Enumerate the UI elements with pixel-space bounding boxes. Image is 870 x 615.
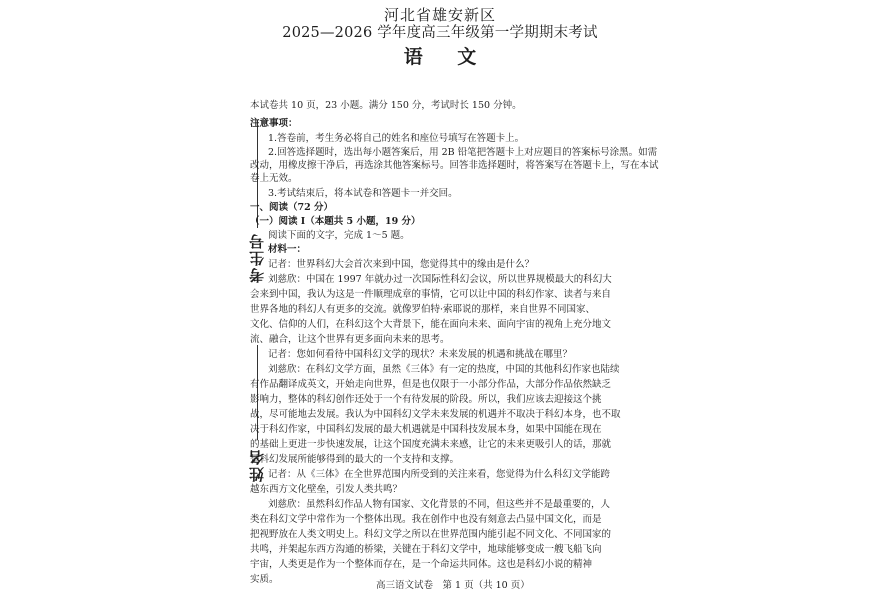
passage-line: 世界各地的科幻人有更多的交流。就像罗伯特·索耶说的那样，来自世界不同国家、: [250, 304, 596, 315]
subsection-title: （一）阅读 I（本题共 5 小题，19 分）: [250, 216, 421, 227]
passage-line: 是科幻发展所能够得到的最大的一个支持和支撑。: [250, 454, 460, 465]
notes-item: 改动，用橡皮擦干净后，再选涂其他答案标号。回答非选择题时，将答案写在答题卡上，写在本试: [250, 160, 659, 171]
passage-line: 决于科幻作家，中国科幻发展的最大机遇就是中国科技发展本身，如果中国能在现在: [250, 424, 602, 435]
passage-line: 影响力，整体的科幻创作还处于一个有待发展的阶段。所以，我们应该去迎接这个挑: [250, 394, 602, 405]
paper-info: 本试卷共 10 页，23 小题。满分 150 分，考试时长 150 分钟。: [250, 100, 522, 111]
passage-line: 实质。: [250, 574, 279, 585]
passage-line: 记者：世界科幻大会首次来到中国，您觉得其中的缘由是什么？: [268, 259, 535, 270]
notes-item: 1.答卷前，考生务必将自己的姓名和座位号填写在答题卡上。: [268, 133, 525, 144]
subject-title: 语 文: [403, 46, 491, 68]
exam-number-label: 考生号: [248, 232, 266, 283]
passage-line: 刘慈欣：在科幻文学方面，虽然《三体》有一定的热度，中国的其他科幻作家也陆续: [268, 364, 620, 375]
passage-line: 刘慈欣：虽然科幻作品人物有国家、文化背景的不同，但这些并不是最重要的，人: [268, 499, 611, 510]
passage-line: 文化、信仰的人们，在科幻这个大背景下，能在面向未来、面向宇宙的视角上充分地文: [250, 319, 612, 330]
exam-title: 2025—2026 学年度高三年级第一学期期末考试: [282, 25, 598, 41]
passage-line: 共鸣，并架起东西方沟通的桥梁，关键在于科幻文学中，地球能够变成一艘飞船飞向: [250, 544, 602, 555]
passage-line: 类在科幻文学中常作为一个整体出现。我在创作中也没有刻意去凸显中国文化，而是: [250, 514, 602, 525]
notes-item: 3.考试结束后，将本试卷和答题卡一并交回。: [268, 188, 458, 199]
notes-item: 卷上无效。: [250, 173, 298, 184]
notes-item: 2.回答选择题时，选出每小题答案后，用 2B 铅笔把答题卡上对应题目的答案标号涂黑。如需: [268, 147, 658, 158]
name-label: 姓名: [248, 448, 266, 482]
section-instruction: 阅读下面的文字，完成 1～5 题。: [268, 230, 410, 241]
page-footer: 高三语文试卷 第 1 页（共 10 页）: [376, 580, 530, 591]
passage-line: 宇宙，人类更是作为一个整体而存在，是一个命运共同体。这也是科幻小说的精神: [250, 559, 593, 570]
passage-line: 刘慈欣：中国在 1997 年就办过一次国际性科幻会议，所以世界规模最大的科幻大: [268, 274, 612, 285]
passage-line: 流、融合，让这个世界有更多面向未来的思考。: [250, 334, 450, 345]
notes-title: 注意事项：: [250, 118, 298, 129]
passage-line: 记者：从《三体》在全世界范围内所受到的关注来看，您觉得为什么科幻文学能跨: [268, 469, 611, 480]
passage-line: 有作品翻译成英文，开始走向世界，但是也仅限于一小部分作品，大部分作品依然缺乏: [250, 379, 612, 390]
exam-region-title: 河北省雄安新区: [383, 6, 496, 24]
material-label: 材料一：: [268, 244, 307, 255]
passage-line: 会来到中国，我认为这是一件顺理成章的事情，它可以让中国的科幻作家、读者与来自: [250, 289, 612, 300]
passage-line: 越东西方文化壁垒，引发人类共鸣？: [250, 484, 403, 495]
passage-line: 战，尽可能地去发展。我认为中国科幻文学未来发展的机遇并不取决于科幻本身，也不取: [250, 409, 621, 420]
passage-line: 把视野放在人类文明史上。科幻文学之所以在世界范围内能引起不同文化、不同国家的: [250, 529, 612, 540]
passage-line: 记者：您如何看待中国科幻文学的现状？未来发展的机遇和挑战在哪里？: [268, 349, 573, 360]
section-title: 一、阅读（72 分）: [250, 202, 334, 213]
passage-line: 的基础上更进一步快速发展，让这个国度充满未来感，让它的未来更吸引人的话，那就: [250, 439, 612, 450]
